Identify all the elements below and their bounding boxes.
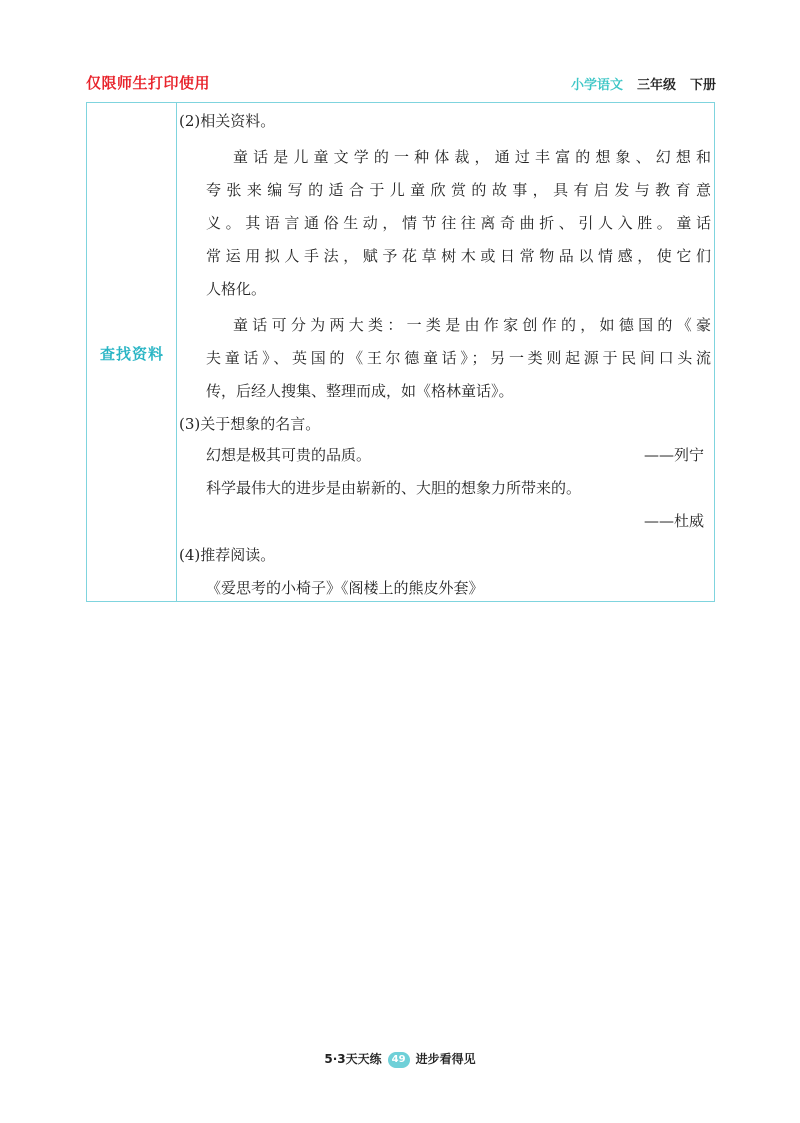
page-header bbox=[86, 70, 716, 100]
paragraph-line: 童话是儿童文学的一种体裁，通过丰富的想象、幻想和 bbox=[233, 148, 711, 166]
resource-table bbox=[86, 102, 715, 602]
paragraph-line: 义。其语言通俗生动，情节往往离奇曲折、引人入胜。童话 bbox=[206, 214, 711, 232]
paragraph-line: 夫童话》、英国的《王尔德童话》；另一类则起源于民间口头流 bbox=[206, 349, 711, 367]
quote-line: 科学最伟大的进步是由崭新的、大胆的想象力所带来的。 bbox=[206, 479, 582, 497]
book-list: 《爱思考的小椅子》《阁楼上的熊皮外套》 bbox=[206, 579, 484, 597]
page-footer bbox=[0, 1050, 800, 1068]
item-heading-4: (4)推荐阅读。 bbox=[179, 546, 276, 564]
page-number: 49 bbox=[388, 1052, 410, 1068]
paragraph-line: 传，后经人搜集、整理而成，如《格林童话》。 bbox=[206, 382, 514, 400]
paragraph-line: 夸张来编写的适合于儿童欣赏的故事，具有启发与教育意 bbox=[206, 181, 711, 199]
print-notice: 仅限师生打印使用 bbox=[86, 74, 211, 92]
quote-author: ——列宁 bbox=[643, 446, 704, 464]
paragraph-line: 常运用拟人手法，赋予花草树木或日常物品以情感，使它们 bbox=[206, 247, 711, 265]
term-label: 下册 bbox=[689, 78, 716, 93]
book-info bbox=[571, 74, 716, 93]
footer-series: 5·3天天练 bbox=[324, 1052, 382, 1066]
item-heading-3: (3)关于想象的名言。 bbox=[179, 415, 321, 433]
quote-line: 幻想是极其可贵的品质。 bbox=[206, 446, 372, 464]
subject-label: 小学语文 bbox=[570, 78, 623, 93]
grade-label: 三年级 bbox=[636, 78, 676, 93]
table-label-cell bbox=[87, 103, 177, 601]
paragraph-line: 童话可分为两大类：一类是由作家创作的，如德国的《豪 bbox=[233, 316, 711, 334]
item-heading-2: (2)相关资料。 bbox=[179, 112, 276, 130]
footer-slogan: 进步看得见 bbox=[415, 1052, 476, 1066]
section-label: 查找资料 bbox=[99, 345, 164, 363]
paragraph-line: 人格化。 bbox=[206, 280, 267, 298]
table-content-cell bbox=[179, 103, 714, 601]
quote-author: ——杜威 bbox=[643, 512, 704, 530]
